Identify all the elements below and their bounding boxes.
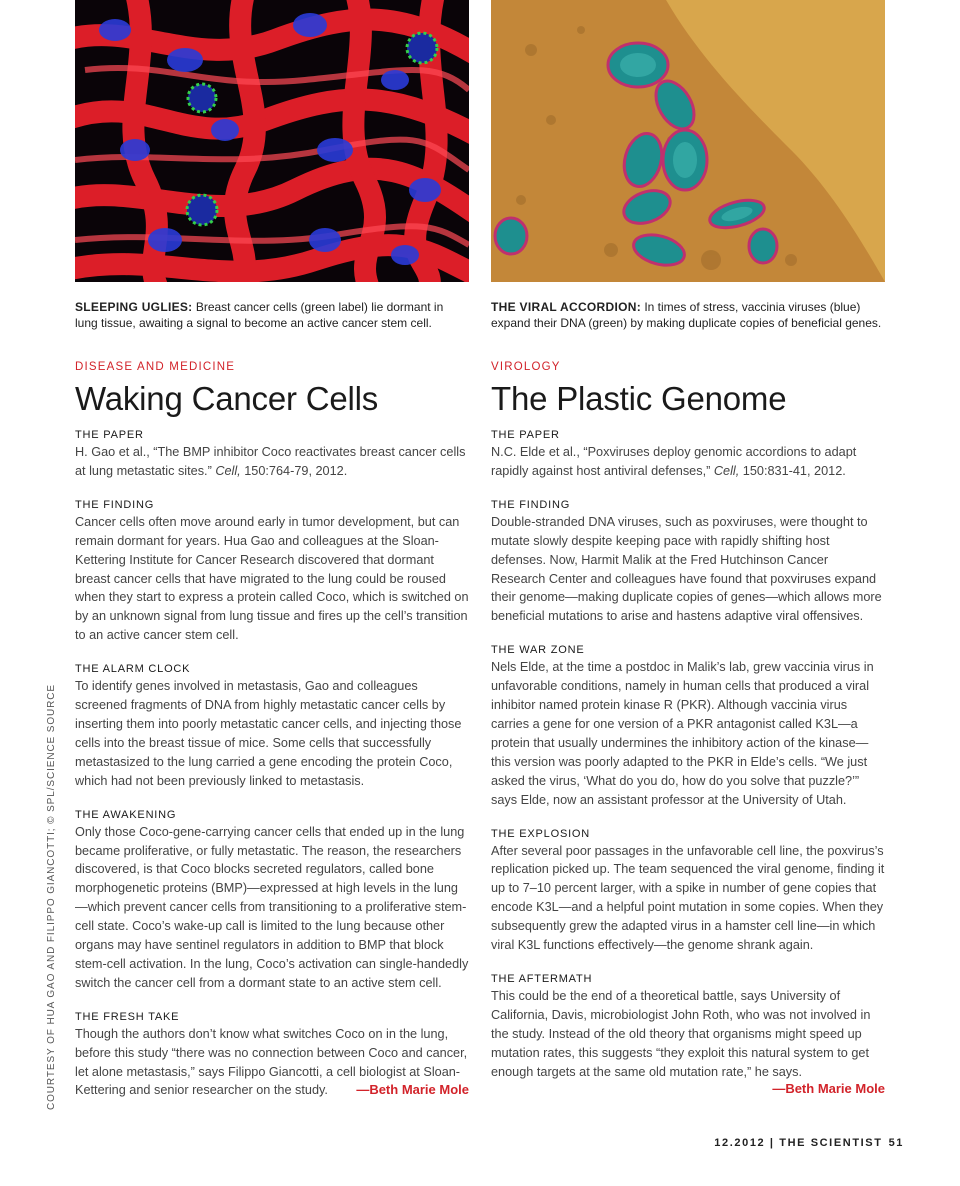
photo-credit: COURTESY OF HUA GAO AND FILIPPO GIANCOTTI; © SPL/SCIENCE SOURCE bbox=[46, 684, 57, 1110]
section-heading: THE EXPLOSION bbox=[491, 827, 591, 840]
section-heading: THE AWAKENING bbox=[75, 808, 177, 821]
caption-text: Breast cancer cells (green label) lie dormant in lung tissue, awaiting a signal to become an active cancer stem cell. bbox=[75, 300, 444, 330]
section-heading: THE AFTERMATH bbox=[491, 972, 593, 985]
section-heading: THE FINDING bbox=[75, 498, 155, 511]
caption-text: In times of stress, vaccinia viruses (blue) expand their DNA (green) by making duplicate copies of beneficial genes. bbox=[491, 300, 882, 330]
caption-title: THE VIRAL ACCORDION: bbox=[491, 300, 641, 314]
section-body: This could be the end of a theoretical battle, says University of California, Davis, microbiologist John Roth, who was not involved in the study. Instead of the old theory that organisms might speed up mutation rates, this suggests “they exploit this natural system to get enough targets at the same old mutation rate,” he says. bbox=[491, 988, 871, 1079]
article-headline: The Plastic Genome bbox=[491, 380, 787, 417]
category-label: DISEASE AND MEDICINE bbox=[75, 361, 236, 373]
section-body bbox=[75, 443, 469, 481]
issue-label: 12.2012 | THE SCIENTIST bbox=[714, 1137, 883, 1149]
journal-name: Cell, bbox=[215, 463, 241, 478]
section-body bbox=[491, 443, 885, 481]
section-body: Only those Coco-gene-carrying cancer cells that ended up in the lung became proliferative, or fully metastatic. The reason, the researchers discovered, is that Coco blocks secreted regulators, called bone morphogenetic proteins (BMP)—expressed at high levels in the lung—which prevent cancer cells from transitioning to a proliferative stem-cell state. Coco’s wake-up call is limited to the lung because other organs may have sentinel regulators in addition to BMP that block stem-cell activation. In the lung, Coco’s activation can single-handedly switch the cancer cell from a dormant state to an active stem cell. bbox=[75, 824, 469, 990]
section-heading: THE PAPER bbox=[491, 429, 560, 441]
category-label: VIROLOGY bbox=[491, 361, 561, 373]
byline: —Beth Marie Mole bbox=[772, 1081, 885, 1097]
cancer-cells-photo bbox=[75, 0, 469, 282]
section-heading: THE FRESH TAKE bbox=[75, 1010, 180, 1023]
photo-caption bbox=[491, 299, 885, 333]
citation-text: H. Gao et al., “The BMP inhibitor Coco reactivates breast cancer cells at lung metastatic sites.” bbox=[75, 445, 466, 478]
section-body-text: Though the authors don’t know what switches Coco on in the lung, before this study “there was no connection between Coco and cancer, let alone metastasis,” says Filippo Giancotti, a cell biologist at Sloan-Kettering and senior researcher on the study. bbox=[75, 1026, 468, 1098]
section-body: Nels Elde, at the time a postdoc in Malik’s lab, grew vaccinia virus in unfavorable conditions, namely in human cells that produced a viral inhibitor named protein kinase R (PKR). Although vaccinia virus carries a gene for one version of a PKR antagonist called K3L—a protein that usually undermines the inhibitory action of the kinase—this version was poorly adapted to the PKR in Elde’s cells. “We just asked the virus, ‘What do you do, how do you solve that puzzle?’” says Elde, now an assistant professor at the University of Utah. bbox=[491, 660, 874, 807]
left-article bbox=[75, 0, 469, 1100]
journal-name: Cell, bbox=[713, 463, 740, 478]
section-body: To identify genes involved in metastasis, Gao and colleagues screened fragments of DNA from highly metastatic cancer cells by inserting them into poorly metastatic cancer cells, and injecting those cells into the breast tissue of mice. Some cells that successfully metastasized to the lung carried a gene encoding the protein Coco, which had not been previously linked to metastasis. bbox=[75, 679, 462, 788]
citation-volume: 150:831-41, 2012. bbox=[739, 463, 846, 478]
citation-volume: 150:764-79, 2012. bbox=[240, 463, 348, 478]
section-body: After several poor passages in the unfavorable cell line, the poxvirus’s replication picked up. The team sequenced the viral genome, finding it up to 7–10 percent larger, with a spike in number of gene copies that encode K3L—and a helpful point mutation in some copies. When they subsequently grew the adapted virus in a hamster cell line—in which viral K3L functions effectively—the genome shrank again. bbox=[491, 843, 885, 953]
section-body bbox=[75, 1025, 469, 1101]
caption-title: SLEEPING UGLIES: bbox=[75, 300, 193, 314]
section-body: Cancer cells often move around early in tumor development, but can remain dormant for years. Hua Gao and colleagues at the Sloan-Kettering Institute for Cancer Research discovered that dormant breast cancer cells that have migrated to the lung could be roused when they start to express a protein called Coco, which is switched on by an unknown signal from lung tissue and fires up the cell’s transition to an active cancer stem cell. bbox=[75, 514, 469, 643]
byline: —Beth Marie Mole bbox=[356, 1082, 469, 1098]
page-number: 51 bbox=[888, 1137, 904, 1149]
section-heading: THE FINDING bbox=[491, 498, 571, 511]
article-headline: Waking Cancer Cells bbox=[75, 380, 379, 417]
vaccinia-virus-photo bbox=[491, 0, 885, 282]
page-footer bbox=[714, 1137, 904, 1149]
photo-caption bbox=[75, 299, 469, 333]
section-heading: THE WAR ZONE bbox=[491, 644, 585, 657]
section-heading: THE PAPER bbox=[75, 429, 144, 441]
section-heading: THE ALARM CLOCK bbox=[75, 663, 191, 676]
section-body: Double-stranded DNA viruses, such as poxviruses, were thought to mutate slowly despite keeping pace with rapidly shifting host defenses. Now, Harmit Malik at the Fred Hutchinson Cancer Research Center and colleagues have found that poxviruses expand their genome—making duplicate copies of genes—which allows more beneficial mutations to arise and hastens adaptive viral offensives. bbox=[491, 514, 882, 624]
right-article bbox=[491, 0, 885, 1096]
citation-text: N.C. Elde et al., “Poxviruses deploy genomic accordions to adapt rapidly against host antiviral defenses,” bbox=[491, 445, 857, 478]
